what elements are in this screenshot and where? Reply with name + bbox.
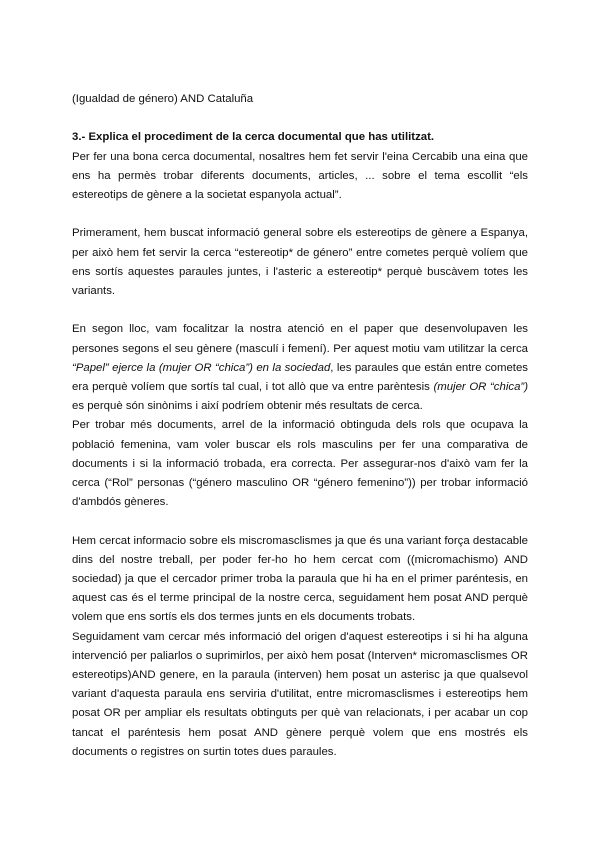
spacer [72,512,528,531]
text-segment: , les paraules que están entre cometes era perquè volíem que sortís tal cual, i tot allò que va entre parèntesis [72,361,529,393]
paragraph-role-search [72,320,528,416]
paragraph-tool-intro: Per fer una bona cerca documental, nosaltres hem fet servir l'eina Cercabib una eina que ens ha permès trobar diferents documents, articles, ... sobre el tema escollit “els estereotips de gènere a la societat espanyola actual”. [72,150,528,201]
spacer [72,205,528,224]
document-body [72,90,528,762]
paragraph-general-search: Primerament, hem buscat informació general sobre els estereotips de gènere a Espanya, per això hem fet servir la cerca “estereotip* de género” entre cometes perquè volíem que ens sortís aquestes paraules juntes, i l'asteric a estereotip* perquè buscàvem totes les variants. [72,227,528,297]
paragraph-masculine-roles: Per trobar més documents, arrel de la informació obtinguda dels rols que ocupava la població femenina, vam voler buscar els rols masculins per fer una comparativa de documents i si la informació trobada, era correcta. Per assegurar-nos d'això vam fer la cerca (“Rol” personas (“género masculino OR “género femenino”)) per trobar informació d'ambdós gèneres. [72,419,528,509]
text-segment: En segon lloc, vam focalitzar la nostra atenció en el paper que desenvolupaven les persones segons el seu gènere (masculí i femení). Per aquest motiu vam utilitzar la cerca [72,323,528,355]
italic-query: (mujer OR “chica”) [433,381,528,393]
section-heading: 3.- Explica el procediment de la cerca documental que has utilitzat. [72,131,435,144]
paragraph-intervention: Seguidament vam cercar més informació del origen d'aquest estereotips i si hi ha alguna intervenció per paliarlos o suprimirlos, per això hem posat (Interven* micromasclismes OR estereotips)AND genere, en la paraula (interven) hem posat un asterisc ja que qualsevol variant d'aquesta paraula ens serviria d'utilitat, entre micromasclismes i estereotips hem posat OR per ampliar els resultats obtinguts per què van relacionats, i per acabar un cop tancat el paréntesis hem posat AND gènere perquè volem que ens mostrés els documents o registres on surtin totes dues paraules. [72,630,528,758]
search-query-line: (Igualdad de género) AND Cataluña [72,93,254,105]
paragraph-micromachismo: Hem cercat informacio sobre els miscromasclismes ja que és una variant força destacable dins del nostre treball, per poder fer-ho ho hem cercat com ((micromachismo) AND sociedad) ja que el cercador primer troba la paraula que hi ha en el primer paréntesis, en aquest cas és el terme principal de la nostre cerca, seguidament hem posat AND perquè volem que ens sortís els dos termes junts en els documents trobats. [72,534,528,624]
italic-query: “Papel” ejerce la (mujer OR “chica”) en la sociedad [72,361,331,374]
spacer [72,109,528,128]
spacer [72,301,528,320]
text-segment: es perquè són sinònims i així podríem obtenir més resultats de cerca. [72,400,423,413]
